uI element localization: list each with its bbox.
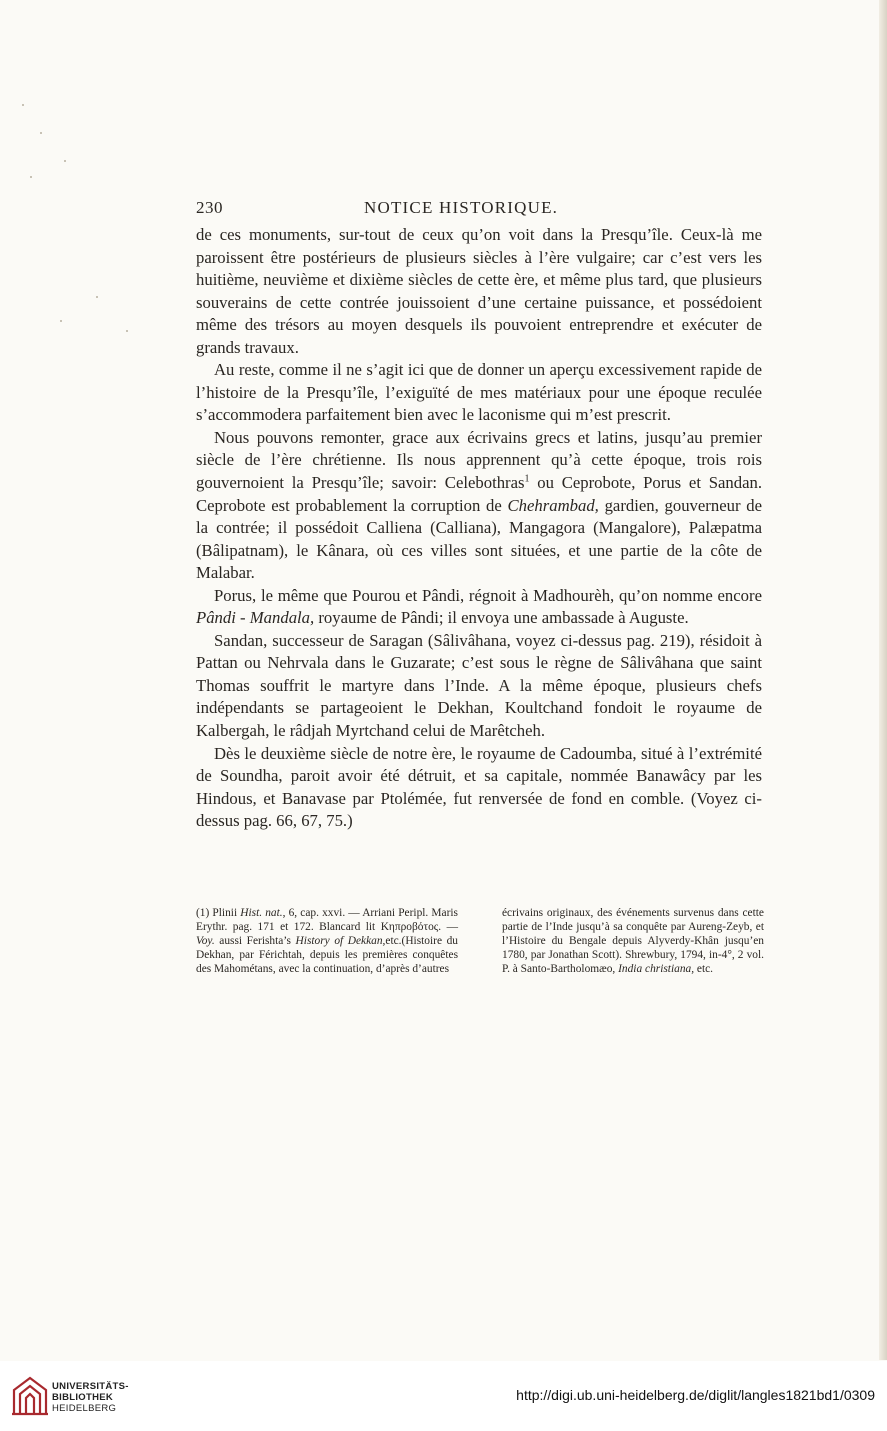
footnote-italic: History of Dekkan,: [295, 935, 386, 948]
paragraph: Dès le deuxième siècle de notre ère, le royaume de Cadoumba, situé à l’extrémité de Soundha, paroit avoir été détruit, et sa capitale, nommée Banawâcy par les Hindous, et Banavase par Ptolémée, fut renversée de fond en comble. (Voyez ci-dessus pag. 66, 67, 75.): [196, 743, 762, 831]
source-url-link[interactable]: http://digi.ub.uni-heidelberg.de/diglit/langles1821bd1/0309: [516, 1387, 875, 1403]
footnote-text: , 6, cap. xxvi. — Arriani Peripl. Maris Erythr. pag. 171 et 172. Blancard lit: [196, 907, 458, 934]
running-header: [196, 198, 756, 222]
paper-speck: [40, 132, 42, 134]
paper-speck: [96, 296, 98, 298]
paper-speck: [30, 176, 32, 178]
paper-speck: [60, 320, 62, 322]
body-text: [196, 224, 762, 833]
footnote-italic: Hist. nat.: [240, 907, 283, 919]
footnote: [196, 906, 458, 976]
paper-speck: [22, 104, 24, 106]
paragraph-text: ou Ceprobote, Porus et Sandan. Ceprobote est probablement la corruption de: [196, 473, 762, 515]
footnote-italic: Voy.: [196, 935, 215, 948]
library-name: [52, 1381, 129, 1414]
paper-speck: [126, 330, 128, 332]
paragraph: Au reste, comme il ne s’agit ici que de donner un aperçu excessivement rapide de l’histoire de la Presqu’île, l’exiguïté de mes matériaux pour une époque reculée s’accommodera parfaitement bien avec le laconisme qui m’est prescrit.: [196, 360, 762, 425]
footnote-greek: Κηπροβότος: [380, 921, 439, 934]
library-name-line: UNIVERSITÄTS-: [52, 1381, 129, 1392]
footnote-column-left: [196, 906, 458, 976]
footnote-italic: India christiana,: [618, 963, 695, 976]
paragraph-italic: Chehrambad,: [507, 495, 599, 515]
footnote-text: . —: [438, 921, 458, 934]
paper-speck: [64, 160, 66, 162]
page-number: 230: [196, 198, 223, 217]
footer-bar: [0, 1361, 887, 1431]
paragraph: Sandan, successeur de Saragan (Sâlivâhana, voyez ci-dessus pag. 219), résidoit à Pattan ou Nehrvala dans le Guzarate; c’est sous le règne de Sâlivâhana que saint Thomas souffrit le martyre dans l’Inde. A la même époque, plusieurs chefs indépendants se partageoient le Dekhan, Koultchand fondoit le royaume de Kalbergah, le râdjah Myrtchand celui de Marêtcheh.: [196, 630, 762, 741]
library-logo-icon: [10, 1374, 50, 1418]
paragraph-text: royaume de Pândi; il envoya une ambassade à Auguste.: [314, 608, 689, 628]
footnote-ref: 1: [524, 473, 530, 485]
footnotes: [196, 906, 764, 976]
paragraph-text: gardien, gouverneur de la contrée; il possédoit Calliena (Calliana), Mangagora (Mangalore), Palæpatma (Bâlipatnam), le Kânara, où ces villes sont situées, et une partie de la côte de Malabar.: [196, 495, 762, 583]
footnote-text: (1) Plinii: [196, 907, 241, 919]
paragraph-italic: Pândi - Mandala,: [196, 608, 315, 628]
footnote-text: aussi Ferishta’s: [214, 935, 296, 948]
paragraph: [196, 585, 762, 630]
paragraph: de ces monuments, sur-tout de ceux qu’on voit dans la Presqu’île. Ceux-là me paroissent être postérieurs de plusieurs siècles à l’ère vulgaire; car c’est vers les huitième, neuvième et dixième siècles de cette ère, et même plus tard, que plusieurs souverains de cette contrée jouissoient d’une certaine puissance, et possédoient même des trésors au moyen desquels ils pouvoient entreprendre et exécuter de grands travaux.: [196, 225, 762, 357]
paragraph: [196, 427, 762, 585]
running-title: NOTICE HISTORIQUE.: [364, 198, 559, 217]
footnote-text: écrivains originaux, des événements survenus dans cette partie de l’Inde jusqu’à sa conquête par Aureng-Zeyb, et l’Histoire du Bengale depuis Alyverdy-Khân jusqu’en 1780, par Jonathan Scott). Shrewbury, 1794, in-4°, 2 vol. P. à Santo-Bartholomæo,: [502, 907, 764, 976]
footnote-text: etc.(Histoire du Dekhan, par Férichtah, depuis les premières conquêtes des Mahométans, avec la continuation, d’après d’autres: [196, 935, 459, 976]
paragraph-text: Nous pouvons remonter, grace aux écrivains grecs et latins, jusqu’au premier siècle de l’ère chrétienne. Ils nous apprennent qu’à cette époque, trois rois gouvernoient la Presqu’île; savoir: Celebothras: [196, 427, 762, 493]
library-name-line: BIBLIOTHEK: [52, 1392, 114, 1403]
page-edge: [879, 0, 887, 1360]
footnote: [502, 906, 764, 976]
footnote-text: etc.: [694, 963, 714, 976]
paragraph-text: Porus, le même que Pourou et Pândi, régnoit à Madhourèh, qu’on nomme encore: [214, 585, 762, 605]
footnote-column-right: [502, 906, 764, 976]
library-city: HEIDELBERG: [52, 1403, 117, 1414]
